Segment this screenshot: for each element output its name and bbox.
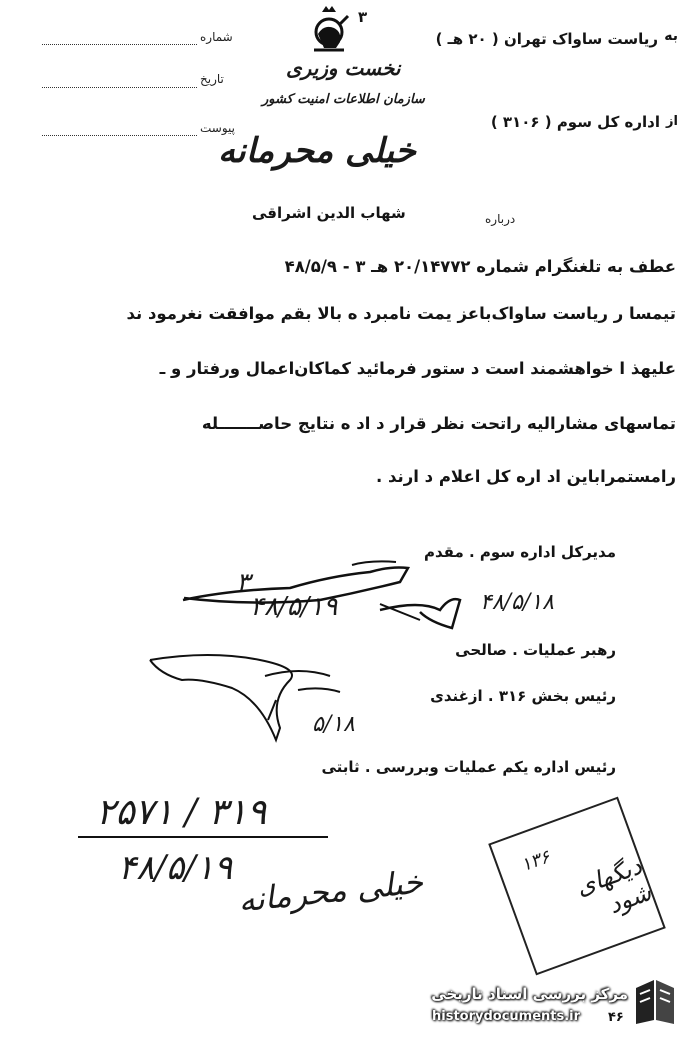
- date-label: تاریخ: [200, 72, 224, 86]
- watermark-url: historydocuments.ir: [432, 1009, 581, 1024]
- handwritten-date-3: ۵/۱۸: [312, 712, 355, 737]
- classification-stamp: خیلی محرمانه: [218, 131, 416, 171]
- stamp-number: ۱۳۶: [518, 846, 553, 877]
- handwritten-date-2: ۴۸/۵/۱۸: [480, 590, 554, 615]
- attachment-label: پیوست: [200, 121, 235, 135]
- recipient: ریاست ساواک تهران ( ۲۰ هـ ): [435, 30, 658, 48]
- body-line-1: تیمسا ر ریاست ساواک‌باعز یمت نامبرد ه بالا بقم موافقت نغرمود ند: [126, 304, 676, 323]
- to-prefix: به: [664, 28, 678, 44]
- body-line-4: رامستمراباین اد اره کل اعلام د ارند .: [375, 467, 676, 486]
- handwritten-classification: خیلی محرمانه: [236, 862, 425, 920]
- subject: شهاب الدین اشراقی: [252, 204, 406, 222]
- section-head-signature: [150, 655, 292, 740]
- handwritten-date-1: ۴۸/۵/۱۹: [250, 592, 338, 622]
- body-line-2: علیهذ ا خواهشمند است د ستور فرمائید کماکان‌اعمال ورفتار و ـ: [159, 359, 676, 378]
- page-number: ۴۶: [608, 1010, 624, 1025]
- body-line-3: تماسهای مشارالیه راتحت نظر قرار د اد ه نتایج حاصـــــــله: [201, 414, 676, 433]
- sender: اداره کل سوم ( ۳۱۰۶ ): [490, 113, 660, 131]
- archive-underline: [78, 836, 328, 838]
- mark-top: ۳: [236, 568, 250, 598]
- from-prefix: از: [666, 114, 678, 129]
- director-signature: [183, 568, 408, 603]
- archive-number: ۲۵۷۱ / ۳۱۹: [96, 792, 267, 833]
- subject-label: درباره: [485, 212, 516, 226]
- ops-leader-signature-line: رهبر عملیات . صالحی: [455, 641, 616, 659]
- director-signature-line: مدیرکل اداره سوم . مقدم: [424, 543, 616, 561]
- section-head-signature-line: رئیس بخش ۳۱۶ . ازغندی: [430, 687, 616, 705]
- emblem-number: ۳: [358, 8, 368, 26]
- watermark-title: مرکز بررسی اسناد تاریخی: [431, 985, 628, 1003]
- number-label: شماره: [200, 30, 233, 44]
- reference-line: عطف به تلغنگرام شماره ۲۰/۱۴۷۷۲ هـ ۳ - ۴۸/۵/۹: [284, 257, 676, 276]
- dept-head-signature-line: رئیس اداره یکم عملیات وبررسی . ثابتی: [321, 758, 616, 776]
- archive-date: ۴۸/۵/۱۹: [118, 848, 233, 888]
- ministry-name: نخست وزیری: [286, 56, 401, 80]
- stamp-text: دیگهای شود: [572, 851, 656, 920]
- ops-leader-signature: [380, 599, 460, 628]
- agency-name: سازمان اطلاعات امنیت کشور: [262, 92, 425, 107]
- watermark-logo-icon: [632, 976, 678, 1026]
